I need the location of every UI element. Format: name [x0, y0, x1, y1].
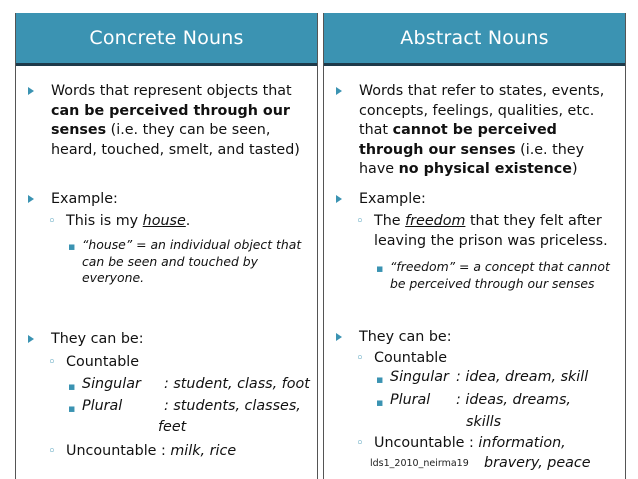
- square-bullet-icon: ▪: [376, 373, 384, 386]
- circle-bullet-icon: ◦: [356, 214, 364, 229]
- square-bullet-icon: ▪: [376, 262, 384, 275]
- circle-bullet-icon: ◦: [356, 351, 364, 366]
- example-label: Example:: [359, 191, 426, 207]
- arrow-bullet-icon: [28, 195, 34, 203]
- square-bullet-icon: ▪: [68, 380, 76, 393]
- example-label: Example:: [51, 191, 118, 207]
- plural-continued: feet: [158, 419, 187, 435]
- concrete-nouns-panel: Concrete Nouns Words that represent objects that can be perceived through our senses (i.e. they can be seen, heard, touched, smelt, and tasted) Example: ◦ This is my house. ▪ “house” = an individual object that can be seen and touched by everyone. They can be: ◦ Countable ▪ Singular : student, class, foot ▪ Plural : students, classes, feet ◦ Uncountable : milk, rice: [15, 13, 318, 479]
- abstract-nouns-panel: Abstract Nouns Words that refer to states, events, concepts, feelings, qualities, etc. that cannot be perceived through our senses (i.e. they have no physical existence) Example: ◦ The freedom that they felt after leaving the prison was priceless. ▪ “freedom” = a concept that cannot be perceived through our senses They can be: ◦ Countable ▪ Singular : idea, dream, skill ▪ Plural : ideas, dreams, skills ◦ Uncountable : information, bravery, peace: [323, 13, 626, 479]
- circle-bullet-icon: ◦: [48, 444, 56, 459]
- arrow-bullet-icon: [336, 87, 342, 95]
- definition-text: Words that refer to states, events, concepts, feelings, qualities, etc. that cannot be perceived through our senses (i.e. they have no physical existence): [359, 83, 605, 177]
- slide-footer: lds1_2010_neirma19: [370, 458, 469, 469]
- uncountable-continued: bravery, peace: [484, 455, 591, 471]
- circle-bullet-icon: ◦: [48, 214, 56, 229]
- arrow-bullet-icon: [336, 333, 342, 341]
- plural-continued: skills: [466, 414, 502, 430]
- circle-bullet-icon: ◦: [48, 355, 56, 370]
- types-label: They can be:: [359, 329, 452, 345]
- arrow-bullet-icon: [336, 195, 342, 203]
- arrow-bullet-icon: [28, 335, 34, 343]
- arrow-bullet-icon: [28, 87, 34, 95]
- square-bullet-icon: ▪: [68, 402, 76, 415]
- square-bullet-icon: ▪: [376, 396, 384, 409]
- circle-bullet-icon: ◦: [356, 436, 364, 451]
- concrete-nouns-header: Concrete Nouns: [16, 13, 317, 66]
- abstract-nouns-header: Abstract Nouns: [324, 13, 625, 66]
- definition-text: Words that represent objects that can be perceived through our senses (i.e. they can be seen, heard, touched, smelt, and tasted): [51, 83, 300, 158]
- square-bullet-icon: ▪: [68, 240, 76, 253]
- types-label: They can be:: [51, 331, 144, 347]
